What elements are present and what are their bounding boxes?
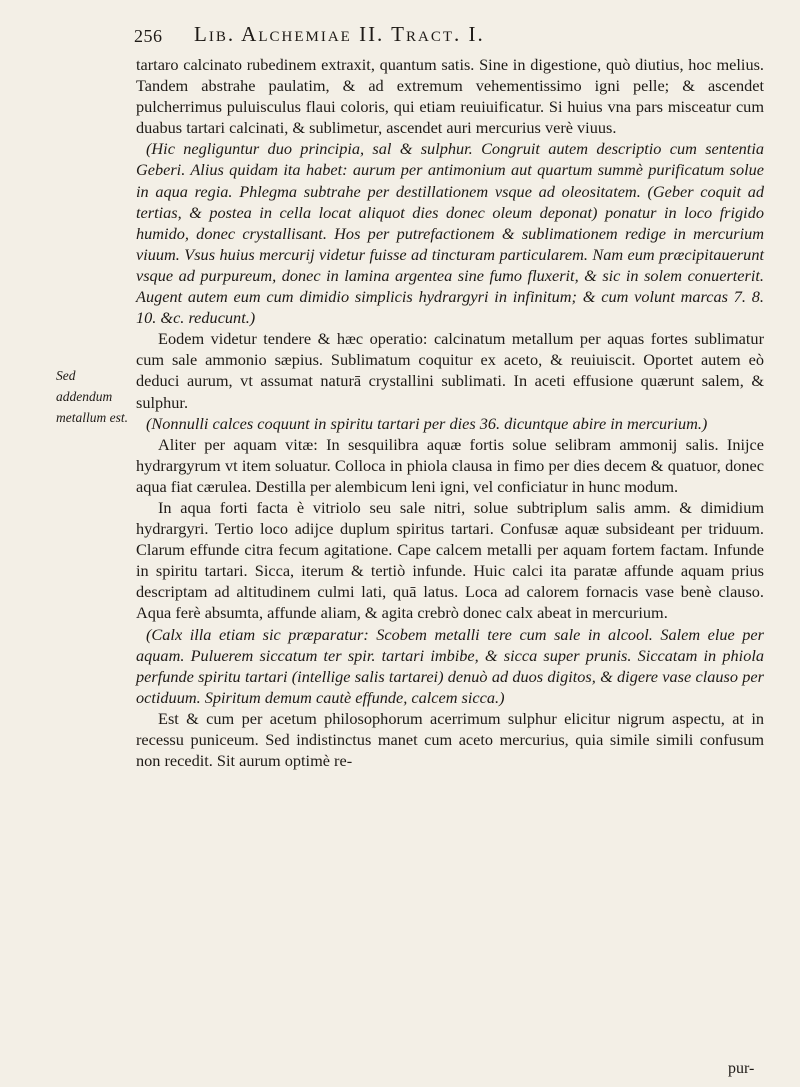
body-text [136, 54, 764, 771]
margin-note: Sed addendum metallum est. [56, 368, 128, 425]
page-number: 256 [134, 26, 163, 46]
paragraph-4-italic: (Nonnulli calces coquunt in spiritu tartari per dies 36. dicuntque abire in mercurium.) [146, 413, 708, 433]
paragraph-8: Est & cum per acetum philosophorum acerrimum sulphur elicitur nigrum aspectu, at in recessu puniceum. Sed indistinctus manet cum aceto mercurius, quia simile simili confusum non recedit. Sit aurum optimè re- [136, 708, 764, 771]
paragraph-2-italic: (Hic negliguntur duo principia, sal & sulphur. Congruit autem descriptio cum sententia Geberi. Alius quidam ita habet: aurum per antimonium aut quartum summè purificatum solue in aqua regia. Phlegma subtrahe per destillationem vsque ad oleositatem. (Geber coquit ad tertias, & postea in cella locat aliquot dies donec oleum deponat) ponatur in loco frigido humido, donec crystallisant. Hos per putrefactionem & sublimationem redige in mercurium viuum. Vsus huius mercurij videtur fuisse ad tincturam particularem. Nam eum præcipitauerunt vsque ad purpureum, donec in lamina argentea sine fumo fluxerit, & sic in solem conuerterit. Augent autem eum cum dimidio simplicis hydrargyri in infinitum; & cum volunt marcas 7. 8. 10. &c. reducunt.) [136, 139, 764, 328]
paragraph-1: tartaro calcinato rubedinem extraxit, quantum satis. Sine in digestione, quò diutius, hoc melius. Tandem abstrahe paulatim, & ad extremum vehementissimo igni pelle; & ascendet pulcherrimus puluisculus flaui coloris, qui etiam reuiuificatur. Si huius vna pars misceatur cum duabus tartari calcinati, & sublimetur, ascendet auri mercurius verè viuus. [136, 55, 764, 138]
paragraph-7-italic: (Calx illa etiam sic præparatur: Scobem metalli tere cum sale in alcool. Salem elue per aquam. Puluerem siccatum ter spir. tartari imbibe, & sicca super prunis. Siccatam in phiola perfunde spiritu tartari (intellige salis tartarei) denuò ad duos digitos, & digere vase clauso per octiduum. Spiritum demum cautè effunde, calcem sicca.) [136, 624, 764, 707]
catchword: pur- [728, 1060, 755, 1077]
paragraph-3: Eodem videtur tendere & hæc operatio: calcinatum metallum per aquas fortes sublimatur cum sale ammonio sæpius. Sublimatum coquitur ex aceto, & reuiuiscit. Oportet autem eò deduci aurum, vt assumat naturā crystallini sublimati. In aceti effusione quærunt salem, & sulphur. [136, 329, 764, 412]
running-title: Lib. Alchemiae II. Tract. I. [194, 22, 485, 46]
paragraph-6: In aqua forti facta è vitriolo seu sale nitri, solue subtriplum salis amm. & dimidium hydrargyri. Tertio loco adijce duplum spiritus tartari. Confusæ aquæ subsideant per triduum. Clarum effunde citra fecum agitatione. Cape calcem metalli per aquam fortem factam. Infunde in spiritu tartari. Sicca, iterum & tertiò infunde. Huic calci ita paratæ affunde aquam prius descriptam ad altitudinem culmi lati, quā latus. Loca ad calorem fornacis vase benè clauso. Aqua ferè absumta, affunde aliam, & agita crebrò donec calx abeat in mercurium. [136, 497, 764, 623]
paragraph-5: Aliter per aquam vitæ: In sesquilibra aquæ fortis solue selibram ammonij salis. Inijce hydrargyrum vt item soluatur. Colloca in phiola clausa in fimo per dies decem & quatuor, donec aqua fiat cærulea. Destilla per alembicum leni igni, vel conficiatur in hunc modum. [136, 434, 764, 496]
running-header [134, 22, 764, 52]
